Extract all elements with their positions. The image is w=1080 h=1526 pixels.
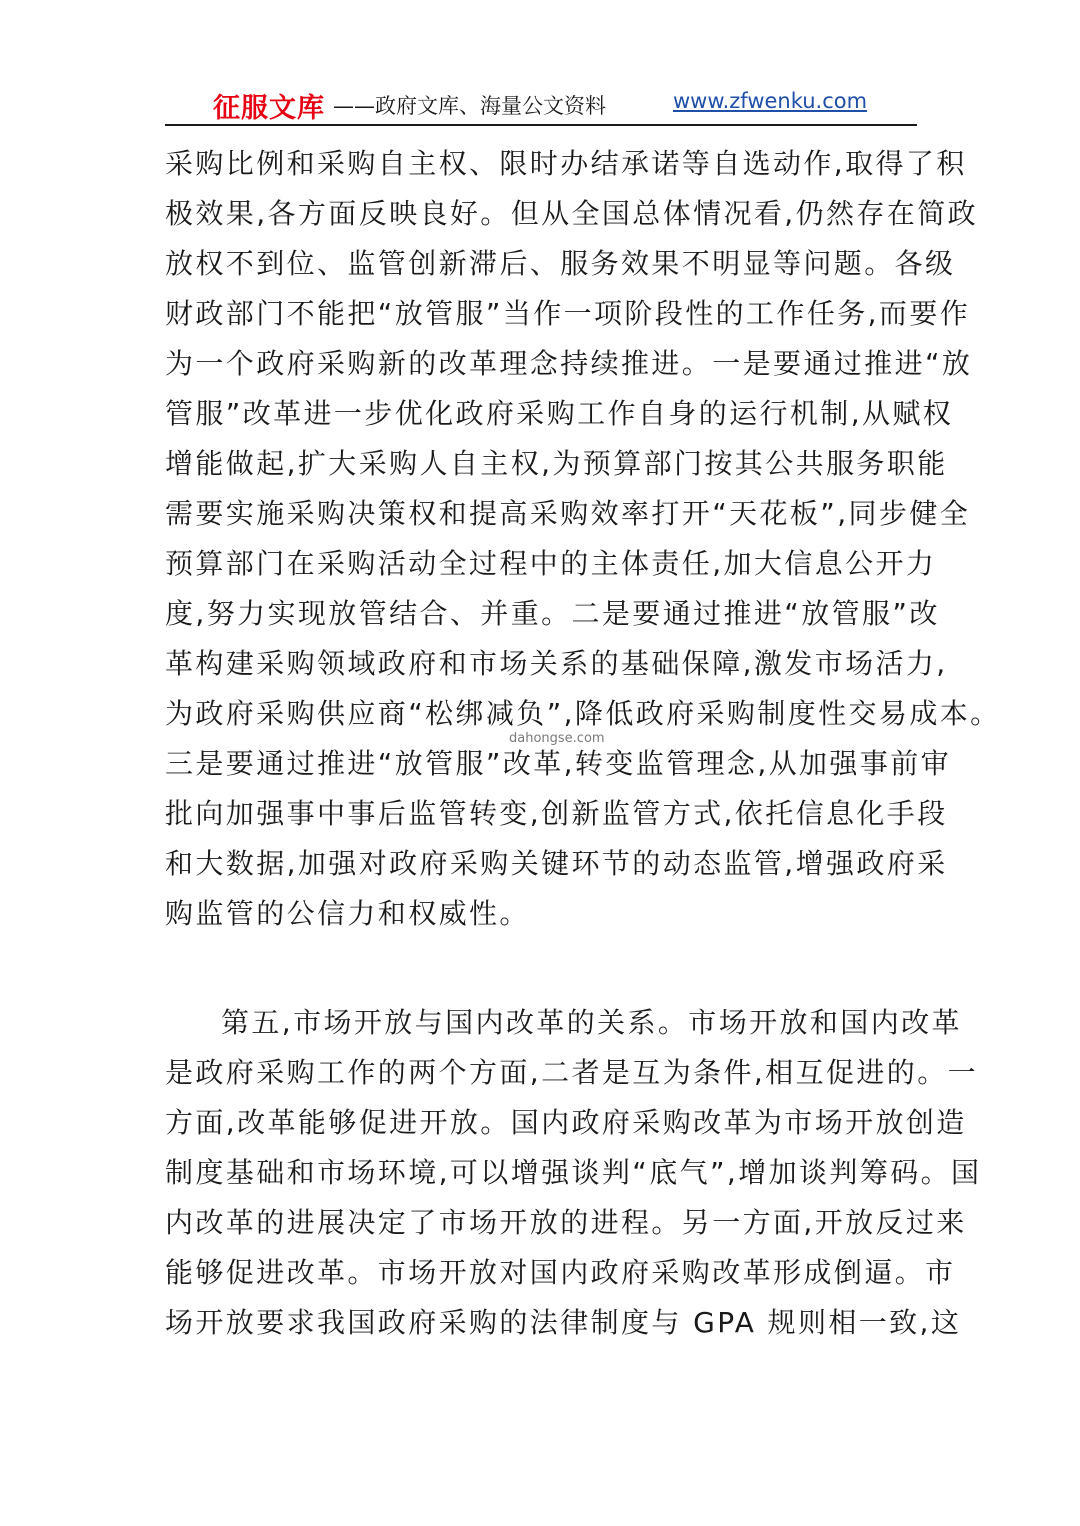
body-line: 批向加强事中事后监管转变,创新监管方式,依托信息化手段 [165, 797, 948, 830]
body-line: 和大数据,加强对政府采购关键环节的动态监管,增强政府采 [165, 847, 948, 880]
watermark-text: dahongse.com [509, 731, 605, 746]
body-line: 场开放要求我国政府采购的法律制度与 GPA 规则相一致,这 [165, 1306, 962, 1339]
body-line: 是政府采购工作的两个方面,二者是互为条件,相互促进的。一 [165, 1056, 979, 1089]
body-line: 放权不到位、监管创新滞后、服务效果不明显等问题。各级 [165, 247, 956, 280]
body-line: 财政部门不能把“放管服”当作一项阶段性的工作任务,而要作 [165, 297, 971, 330]
brand-logo-text: 征服文库 [213, 93, 325, 124]
body-line: 为一个政府采购新的改革理念持续推进。一是要通过推进“放 [165, 347, 973, 380]
body-line: 极效果,各方面反映良好。但从全国总体情况看,仍然存在简政 [165, 197, 979, 230]
body-line: 为政府采购供应商“松绑减负”,降低政府采购制度性交易成本。 [165, 697, 1001, 730]
body-line: 能够促进改革。市场开放对国内政府采购改革形成倒逼。市 [165, 1256, 956, 1289]
body-line: 革构建采购领域政府和市场关系的基础保障,激发市场活力, [165, 647, 948, 680]
body-line: 内改革的进展决定了市场开放的进程。另一方面,开放反过来 [165, 1206, 967, 1239]
header-tagline: ——政府文库、海量公文资料 [333, 94, 606, 118]
body-line: 预算部门在采购活动全过程中的主体责任,加大信息公开力 [165, 547, 937, 580]
body-line: 购监管的公信力和权威性。 [165, 897, 530, 930]
body-line: 三是要通过推进“放管服”改革,转变监管理念,从加强事前审 [165, 747, 952, 780]
body-line: 制度基础和市场环境,可以增强谈判“底气”,增加谈判筹码。国 [165, 1156, 982, 1189]
body-line: 需要实施采购决策权和提高采购效率打开“天花板”,同步健全 [165, 497, 971, 530]
header-url-link[interactable]: www.zfwenku.com [673, 89, 868, 113]
body-line: 度,努力实现放管结合、并重。二是要通过推进“放管服”改 [165, 597, 940, 630]
paragraph-first-line: 第五,市场开放与国内改革的关系。市场开放和国内改革 [221, 1006, 962, 1039]
header-divider [165, 124, 917, 126]
body-line: 管服”改革进一步优化政府采购工作自身的运行机制,从赋权 [165, 397, 954, 430]
body-line: 采购比例和采购自主权、限时办结承诺等自选动作,取得了积 [165, 147, 967, 180]
page-header [165, 82, 917, 126]
body-line: 方面,改革能够促进开放。国内政府采购改革为市场开放创造 [165, 1106, 967, 1139]
body-line: 增能做起,扩大采购人自主权,为预算部门按其公共服务职能 [165, 447, 948, 480]
